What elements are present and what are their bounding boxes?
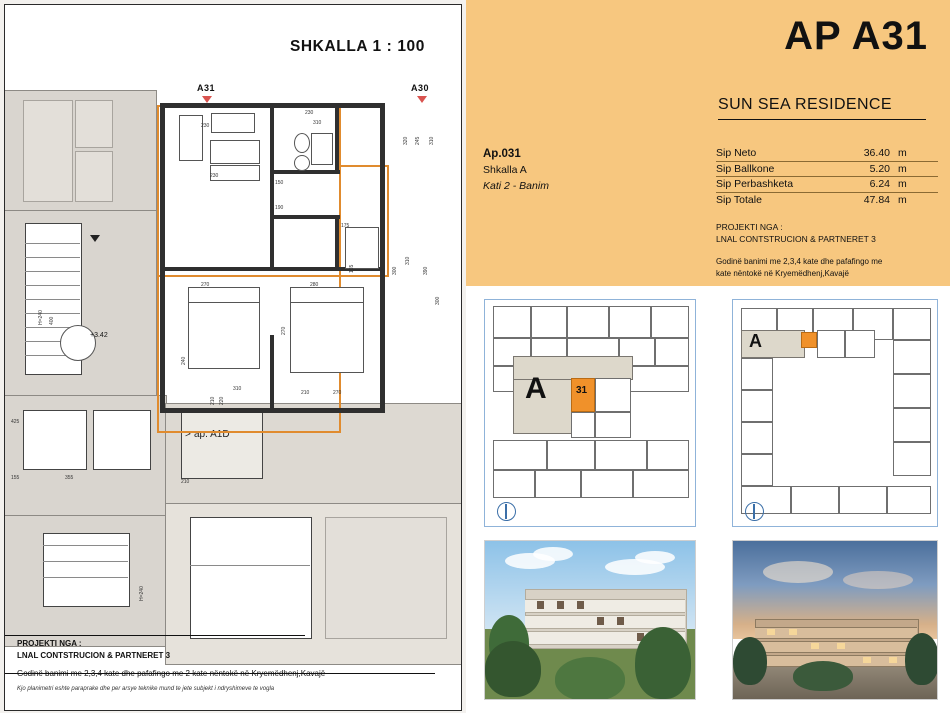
stair-direction-arrow <box>90 235 100 242</box>
neighbor-apartment-label: ap. A1D <box>194 429 230 440</box>
wall-internal-4 <box>270 170 340 174</box>
wall-internal-5 <box>270 215 340 219</box>
table-row <box>716 177 938 193</box>
dim-bed-left: 270 <box>201 282 210 288</box>
dim-bottom-h: H=240 <box>139 586 145 601</box>
spec-name: Sip Perbashketa <box>716 178 794 190</box>
wall-internal-7 <box>270 335 274 413</box>
spec-name: Sip Neto <box>716 147 757 159</box>
spec-value: 6.24 <box>869 178 890 190</box>
shower <box>311 133 333 165</box>
context-room-b <box>75 100 113 148</box>
page-title: AP A31 <box>784 14 928 58</box>
spec-name: Sip Ballkone <box>716 162 775 175</box>
dim-corridor: 190 <box>275 205 284 211</box>
level-marker: +3.42 <box>90 332 108 339</box>
dim-top-right: 310 <box>313 120 322 126</box>
footer-divider-2 <box>5 673 435 674</box>
dim-neighbor-2: 220 <box>219 396 225 405</box>
plan-footer-projekti-label: PROJEKTI NGA : <box>17 638 82 648</box>
unit-marker-right: A30 <box>411 83 430 93</box>
exterior-photo-day <box>484 540 696 700</box>
dim-room-right: 175 <box>341 223 350 229</box>
bed-left-headboard <box>188 287 260 303</box>
building-description <box>716 256 882 279</box>
context-room-e <box>93 410 151 470</box>
dim-lower-span-1: 210 <box>301 390 310 396</box>
spec-unit: m <box>898 193 907 206</box>
dim-stair-h: H=240 <box>38 310 44 325</box>
building-description-line1: Godinë banimi me 2,3,4 kate dhe pafafingo me <box>716 257 883 266</box>
dim-lower-1: 425 <box>11 419 20 425</box>
dim-top-strip-2: 245 <box>415 136 421 145</box>
unit-marker-right-arrow <box>417 96 427 103</box>
wall-west <box>160 103 165 413</box>
context-room-a <box>23 100 73 202</box>
dim-right-edge-2: 310 <box>405 256 411 265</box>
table-row <box>716 162 938 178</box>
lift-circle <box>60 325 96 361</box>
sofa <box>210 140 260 164</box>
spec-value: 36.40 <box>863 147 890 159</box>
key-map-site-highlight <box>801 332 817 348</box>
spec-unit: m <box>898 162 907 175</box>
credits-label: PROJEKTI NGA : <box>716 222 783 232</box>
spec-unit: m <box>898 147 907 159</box>
dim-bottom-strip: 310 <box>233 386 242 392</box>
specs-table <box>716 146 938 207</box>
dim-lower-3: 355 <box>65 475 74 481</box>
apartment-floor: Kati 2 - Banim <box>483 180 549 192</box>
wardrobe <box>345 227 379 269</box>
sink <box>294 155 310 171</box>
dim-bath: 150 <box>275 180 284 186</box>
dim-neighbor-3: 210 <box>181 479 190 485</box>
wall-internal-1 <box>335 103 339 173</box>
context-room-g <box>190 517 312 639</box>
dim-kitchen: 230 <box>201 123 210 129</box>
key-map-site-letter: A <box>749 331 762 351</box>
spec-value: 5.20 <box>869 162 890 175</box>
building-description-line2: kate nëntokë në Kryemëdhenj,Kavajë <box>716 268 849 278</box>
dim-left-lower: 240 <box>181 356 187 365</box>
spec-value: 47.84 <box>863 193 890 206</box>
dim-wardrobe: 165 <box>349 264 355 273</box>
apartment-info <box>483 146 549 195</box>
bed-right-headboard <box>290 287 364 303</box>
dim-right-edge-4: 300 <box>435 296 441 305</box>
context-room-d <box>23 410 87 470</box>
context-room-c <box>75 151 113 202</box>
dim-bed-right: 280 <box>310 282 319 288</box>
key-map-site <box>732 299 938 527</box>
dim-stair-w: 400 <box>49 316 55 325</box>
wall-internal-2 <box>270 108 274 268</box>
dim-top-strip-4: 230 <box>305 110 314 116</box>
dim-top-strip-3: 310 <box>429 136 435 145</box>
floor-plan-panel <box>0 0 466 713</box>
footer-divider <box>5 635 305 636</box>
dim-lower-span-2: 270 <box>333 390 342 396</box>
unit-marker-left: A31 <box>197 83 216 93</box>
dim-living: 230 <box>210 173 219 179</box>
credits-company: LNAL CONTSTRUCION & PARTNERET 3 <box>716 234 876 245</box>
context-room-h <box>325 517 447 639</box>
spec-unit: m <box>898 178 907 190</box>
plan-footer-company: LNAL CONTSTRUCION & PARTNERET 3 <box>17 650 171 660</box>
north-arrow-icon <box>497 502 516 521</box>
dim-between-beds: 270 <box>281 326 287 335</box>
dim-lower-2: 155 <box>11 475 20 481</box>
dim-top-strip-1: 320 <box>403 136 409 145</box>
dim-right-edge: 300 <box>392 266 398 275</box>
floor-plan-frame: SHKALLA 1 : 100 +3.42 H=240 400 425 155 355 H=240 ap. A1D > 210 220 210 A31 A30 230 310 230 150 190 165 175 300 310 390 300 270 280 270 240 210 270 320 245 310 230 310 PROJEKTI NGA : LNAL CONTSTRUCION & PARTNERET 3 Kjo planimetri eshte paraprake dhe per arsye teknike mund te jete subjekt i ndryshimeve te vogla <box>4 4 462 711</box>
residence-name: SUN SEA RESIDENCE <box>718 96 926 120</box>
table-row <box>716 193 938 208</box>
toilet <box>294 133 310 153</box>
dining-table <box>211 113 255 133</box>
table-row <box>716 146 938 162</box>
apartment-code: Ap.031 <box>483 148 521 160</box>
apartment-stair: Shkalla A <box>483 164 527 177</box>
plan-footer <box>17 638 447 694</box>
credits <box>716 221 876 246</box>
spec-name: Sip Totale <box>716 193 762 206</box>
key-map-unit-number: 31 <box>576 385 588 396</box>
kitchen-counter <box>179 115 203 161</box>
dim-right-edge-3: 390 <box>423 266 429 275</box>
exterior-photo-dusk <box>732 540 938 700</box>
wall-internal-6 <box>335 215 339 271</box>
plan-footer-disclaimer: Kjo planimetri eshte paraprake dhe per arsye teknike mund te jete subjekt i ndryshimeve te vogla <box>17 685 275 692</box>
plan-footer-description <box>17 668 447 680</box>
key-map-floor <box>484 299 696 527</box>
header-band <box>466 0 950 286</box>
key-map-block-letter: A <box>525 372 547 405</box>
wall-east <box>380 103 385 413</box>
unit-marker-left-arrow <box>202 96 212 103</box>
scale-label: SHKALLA 1 : 100 <box>289 38 425 55</box>
info-panel <box>466 0 950 713</box>
dim-neighbor-1: 210 <box>210 396 216 405</box>
north-arrow-icon <box>745 502 764 521</box>
